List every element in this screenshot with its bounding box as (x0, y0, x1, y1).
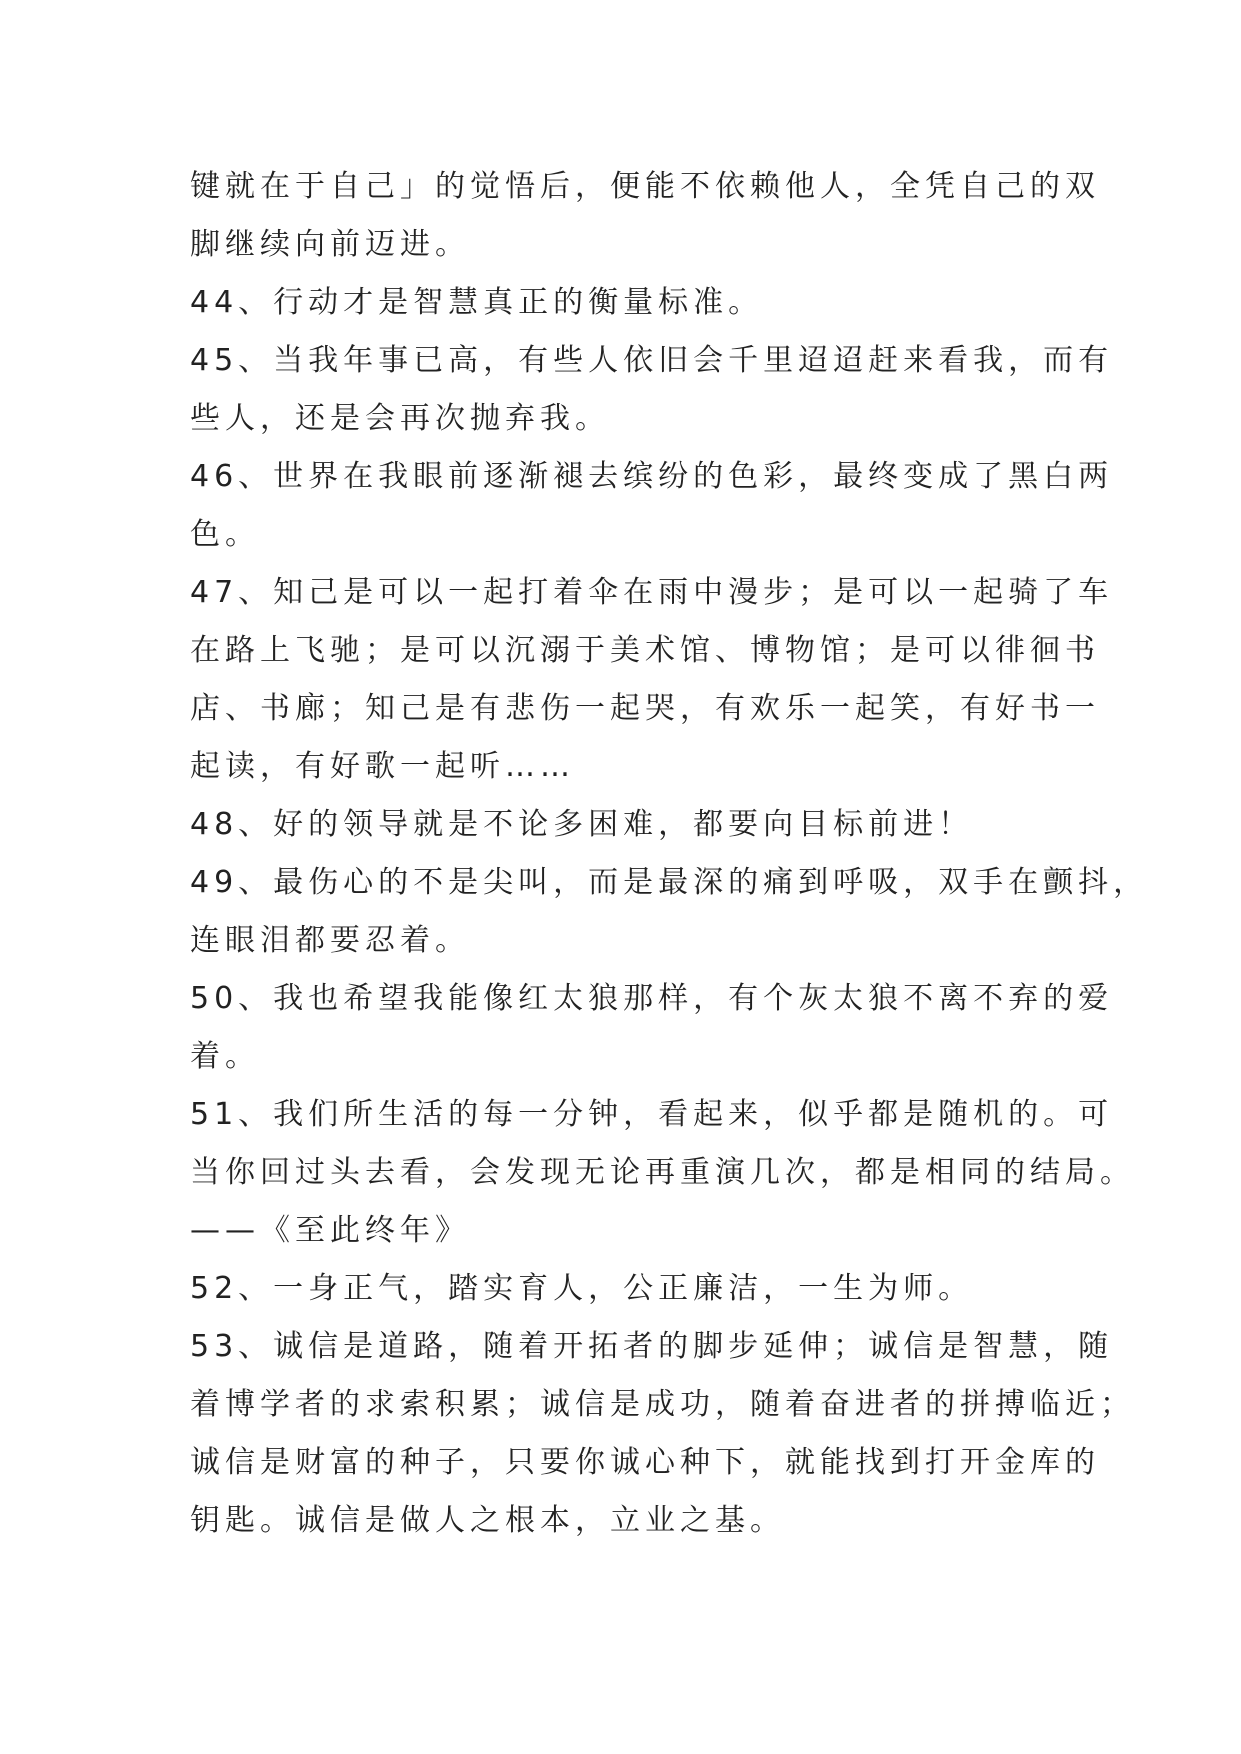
text-line: 着博学者的求索积累；诚信是成功，随着奋进者的拼搏临近； (190, 1387, 1135, 1422)
text-line: 着。 (190, 1039, 260, 1074)
text-line: 49、最伤心的不是尖叫，而是最深的痛到呼吸，双手在颤抖， (190, 865, 1149, 900)
text-line: 在路上飞驰；是可以沉溺于美术馆、博物馆；是可以徘徊书 (190, 633, 1100, 668)
text-line: 46、世界在我眼前逐渐褪去缤纷的色彩，最终变成了黑白两 (190, 459, 1114, 494)
text-line: 44、行动才是智慧真正的衡量标准。 (190, 285, 764, 320)
text-line: 52、一身正气，踏实育人，公正廉洁，一生为师。 (190, 1271, 974, 1306)
text-line: 50、我也希望我能像红太狼那样，有个灰太狼不离不弃的爱 (190, 981, 1114, 1016)
text-line: 些人，还是会再次抛弃我。 (190, 401, 610, 436)
text-line: 连眼泪都要忍着。 (190, 923, 470, 958)
text-line: 诚信是财富的种子，只要你诚心种下，就能找到打开金库的 (190, 1445, 1100, 1480)
text-line: 店、书廊；知己是有悲伤一起哭，有欢乐一起笑，有好书一 (190, 691, 1100, 726)
text-line: 45、当我年事已高，有些人依旧会千里迢迢赶来看我，而有 (190, 343, 1114, 378)
text-line: 脚继续向前迈进。 (190, 227, 470, 262)
text-line: 51、我们所生活的每一分钟，看起来，似乎都是随机的。可 (190, 1097, 1114, 1132)
text-line: 键就在于自己」的觉悟后，便能不依赖他人，全凭自己的双 (190, 169, 1100, 204)
text-line: 53、诚信是道路，随着开拓者的脚步延伸；诚信是智慧，随 (190, 1329, 1114, 1364)
text-line: 钥匙。诚信是做人之根本，立业之基。 (190, 1503, 785, 1538)
text-line: 当你回过头去看，会发现无论再重演几次，都是相同的结局。 (190, 1155, 1135, 1190)
document-body (190, 158, 1149, 1550)
text-line: 起读，有好歌一起听…… (190, 749, 575, 784)
text-line: ——《至此终年》 (190, 1213, 470, 1248)
text-line: 色。 (190, 517, 260, 552)
text-line: 47、知己是可以一起打着伞在雨中漫步；是可以一起骑了车 (190, 575, 1114, 610)
text-line: 48、好的领导就是不论多困难，都要向目标前进！ (190, 807, 974, 842)
